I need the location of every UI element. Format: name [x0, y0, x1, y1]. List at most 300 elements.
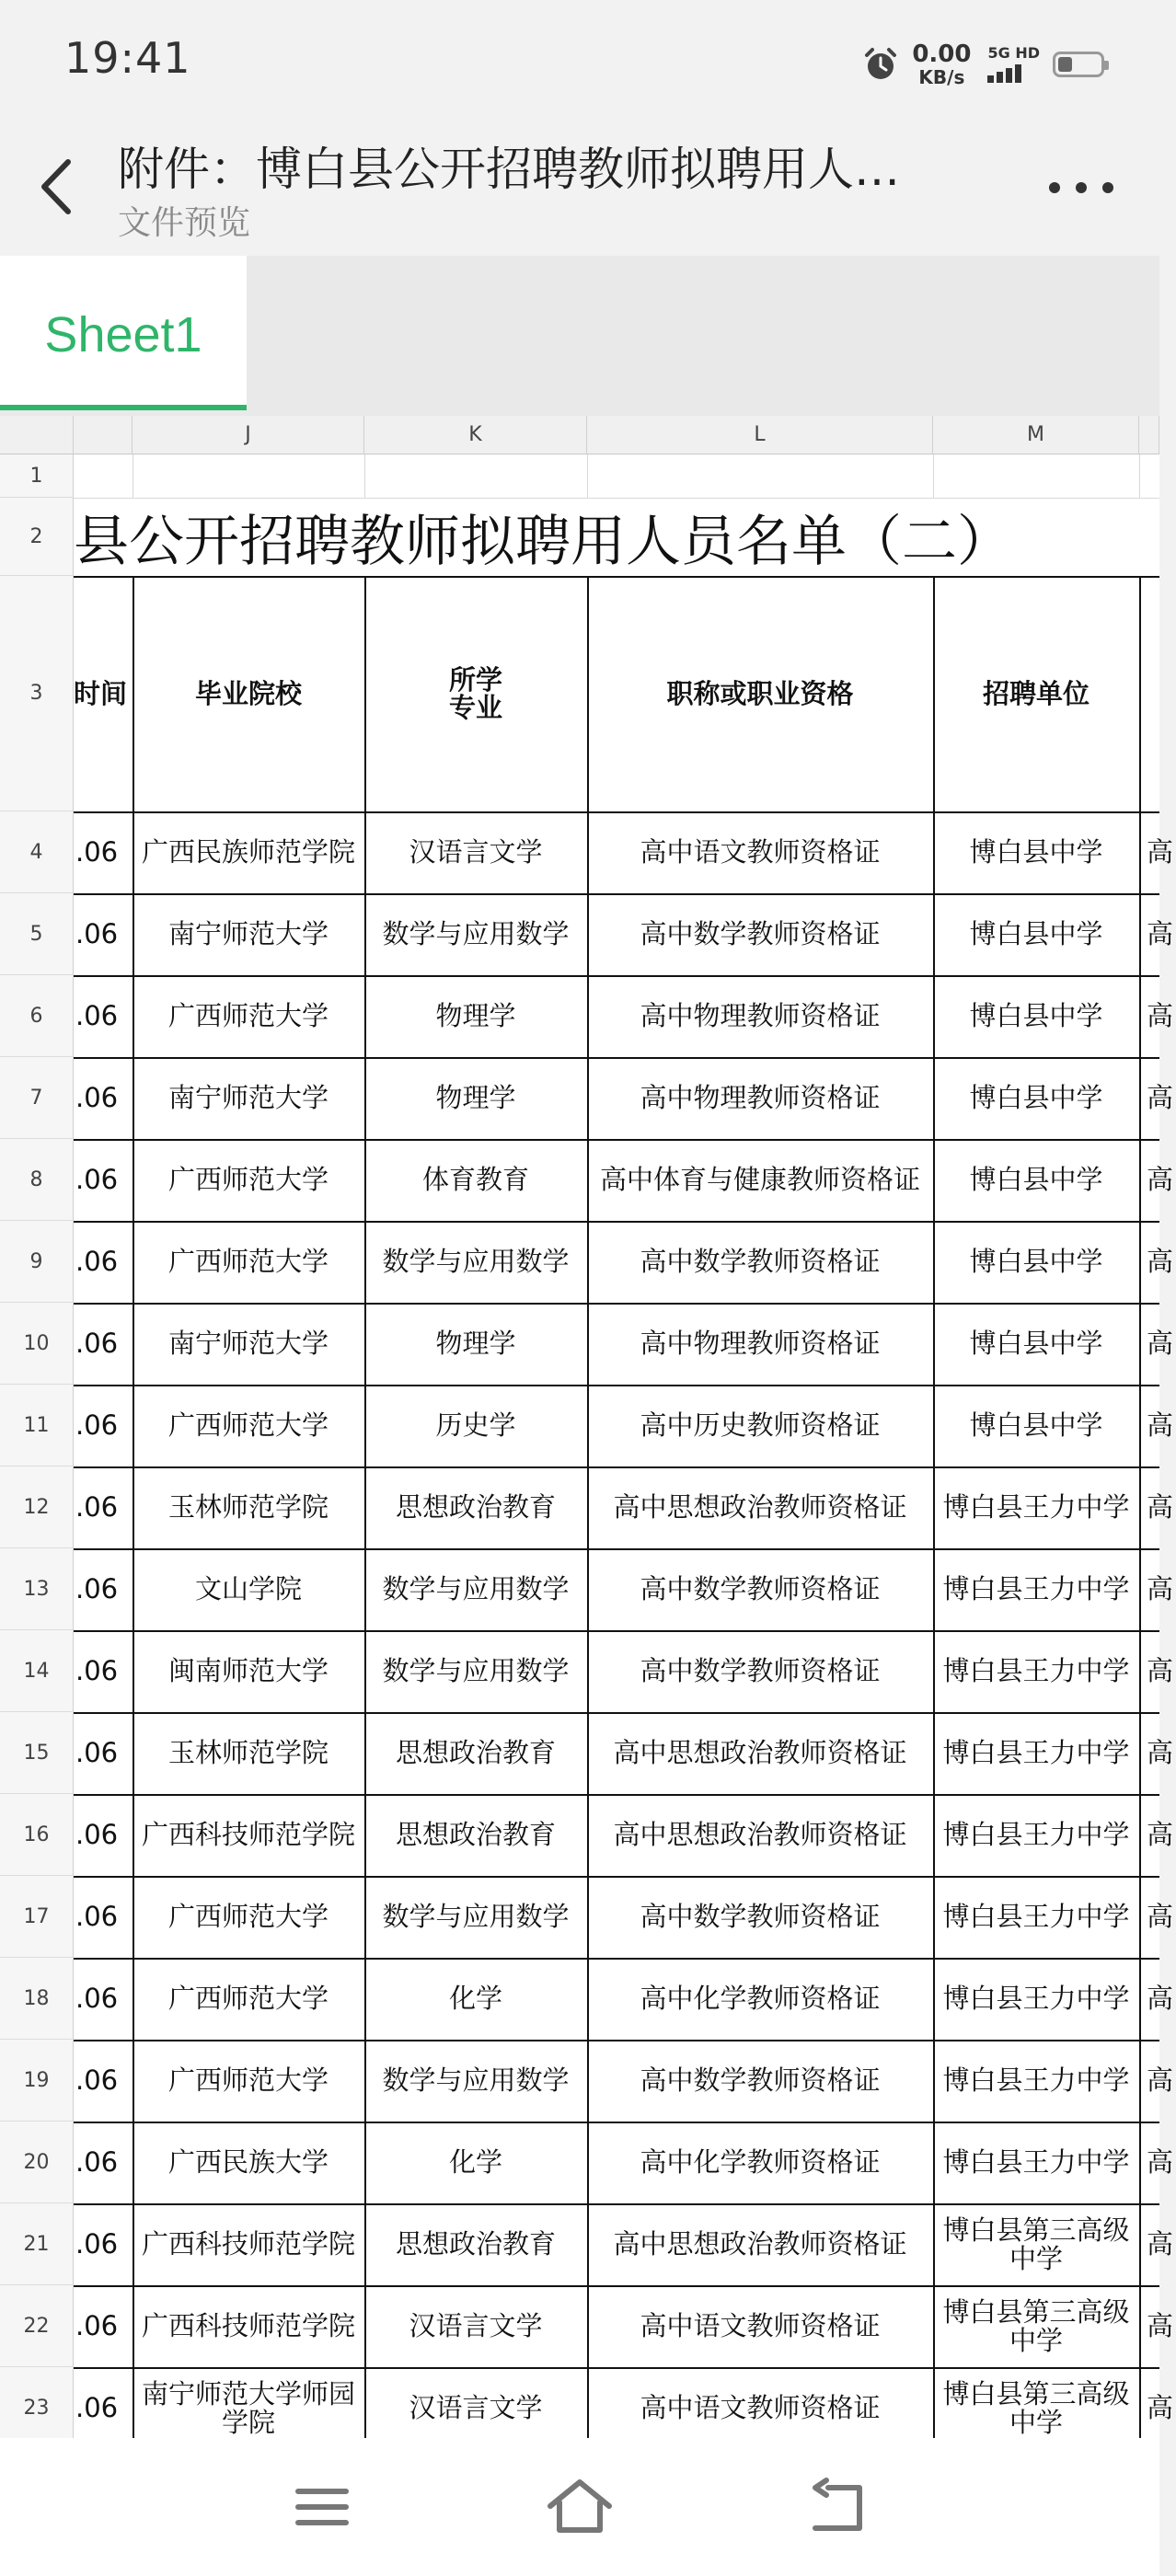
- table-cell-clipped[interactable]: [1139, 1958, 1176, 2040]
- cell-text: 汉语言文学: [409, 836, 543, 868]
- row-header[interactable]: 16: [0, 1794, 74, 1876]
- cell-text: 博白县第三高级中学: [942, 2378, 1130, 2438]
- cell-text: 高: [1147, 1409, 1174, 1442]
- column-header[interactable]: K: [364, 416, 587, 454]
- cell-text: 广西科技师范学院: [141, 2228, 355, 2260]
- sheet-title: [74, 498, 1159, 576]
- table-cell[interactable]: [933, 1221, 1139, 1303]
- table-cell[interactable]: [933, 1548, 1139, 1630]
- cell-text: 南宁师范大学: [167, 1328, 329, 1360]
- table-cell[interactable]: [364, 1303, 587, 1385]
- cell-text: 博白县中学: [969, 918, 1103, 950]
- document-title: 附件：博白县公开招聘教师拟聘用人…: [118, 143, 900, 196]
- table-cell[interactable]: [364, 893, 587, 975]
- alarm-icon: [862, 46, 899, 83]
- table-cell[interactable]: [133, 1712, 364, 1794]
- cell-text: .06: [75, 1901, 119, 1933]
- row-header[interactable]: 12: [0, 1466, 74, 1548]
- cell-text: 博白县王力中学: [942, 1573, 1130, 1605]
- battery-icon: [1053, 52, 1104, 77]
- table-cell[interactable]: [933, 1794, 1139, 1876]
- table-cell[interactable]: [364, 2040, 587, 2122]
- cell-text: .06: [75, 2228, 119, 2260]
- row-header[interactable]: 23: [0, 2367, 74, 2449]
- cell-text: 高: [1147, 2310, 1174, 2342]
- cell-text: .06: [75, 1737, 119, 1769]
- sheet-title-text: 县公开招聘教师拟聘用人员名单（二）: [74, 509, 1012, 574]
- table-cell[interactable]: [364, 2203, 587, 2285]
- cell-text: 历史学: [435, 1409, 516, 1442]
- column-header[interactable]: [1139, 416, 1159, 454]
- table-cell-clipped[interactable]: [1139, 2122, 1176, 2203]
- cell-text: 高: [1147, 1082, 1174, 1114]
- column-title-text: 时间: [74, 677, 128, 709]
- table-cell[interactable]: [74, 1057, 133, 1139]
- cell-text: 博白县中学: [969, 1082, 1103, 1114]
- cell-text: 博白县王力中学: [942, 1737, 1130, 1769]
- table-cell-clipped[interactable]: [1139, 1548, 1176, 1630]
- cell-text: 博白县中学: [969, 1164, 1103, 1196]
- cell-text: 汉语言文学: [409, 2392, 543, 2424]
- table-cell[interactable]: [587, 1221, 933, 1303]
- table-cell[interactable]: [133, 893, 364, 975]
- cell-text: 高中化学教师资格证: [640, 1983, 881, 2015]
- table-cell[interactable]: [364, 1958, 587, 2040]
- table-cell[interactable]: [133, 1385, 364, 1466]
- cell-text: 高中数学教师资格证: [640, 1901, 881, 1933]
- cell-text: 思想政治教育: [395, 2228, 556, 2260]
- cell-text: 高中物理教师资格证: [640, 1000, 881, 1032]
- table-cell[interactable]: [133, 975, 364, 1057]
- cell-text: 物理学: [435, 1000, 516, 1032]
- cell-text: .06: [75, 1082, 119, 1114]
- cell-text: 博白县中学: [969, 836, 1103, 868]
- sheet-tabs: [0, 256, 1159, 416]
- column-title-cell[interactable]: [933, 576, 1139, 811]
- network-speed: [912, 42, 971, 86]
- cell-text: .06: [75, 2064, 119, 2097]
- table-cell-clipped[interactable]: [1139, 1139, 1176, 1221]
- table-cell[interactable]: [587, 2285, 933, 2367]
- table-cell[interactable]: [133, 1630, 364, 1712]
- row-header[interactable]: 3: [0, 576, 74, 811]
- table-cell[interactable]: [933, 1712, 1139, 1794]
- table-cell[interactable]: [587, 1712, 933, 1794]
- table-cell[interactable]: [133, 1057, 364, 1139]
- table-cell[interactable]: [364, 1139, 587, 1221]
- table-cell[interactable]: [364, 1712, 587, 1794]
- gridline: [587, 454, 588, 498]
- cell-text: .06: [75, 2310, 119, 2342]
- table-cell[interactable]: [133, 1876, 364, 1958]
- cell-text: 数学与应用数学: [382, 1246, 570, 1278]
- cell-text: 高: [1147, 2228, 1174, 2260]
- table-cell[interactable]: [364, 1630, 587, 1712]
- cell-text: 数学与应用数学: [382, 918, 570, 950]
- cell-text: 高中数学教师资格证: [640, 1655, 881, 1687]
- cell-text: 高: [1147, 1164, 1174, 1196]
- cell-text: 化学: [448, 2146, 502, 2179]
- table-cell-clipped[interactable]: [1139, 1876, 1176, 1958]
- column-header[interactable]: M: [933, 416, 1139, 454]
- table-cell[interactable]: [364, 1548, 587, 1630]
- cell-text: 高中历史教师资格证: [640, 1409, 881, 1442]
- cell-text: 高中思想政治教师资格证: [613, 1819, 907, 1851]
- table-cell[interactable]: [133, 2203, 364, 2285]
- table-cell[interactable]: [587, 1794, 933, 1876]
- table-cell[interactable]: [364, 2285, 587, 2367]
- table-cell[interactable]: [587, 2203, 933, 2285]
- cell-text: .06: [75, 1819, 119, 1851]
- status-bar: [0, 0, 1159, 120]
- table-cell[interactable]: [587, 1139, 933, 1221]
- cell-text: 广西师范大学: [167, 1983, 329, 2015]
- row-header[interactable]: 14: [0, 1630, 74, 1712]
- cell-text: 广西师范大学: [167, 1246, 329, 1278]
- table-cell[interactable]: [587, 1385, 933, 1466]
- table-cell-clipped[interactable]: [1139, 1630, 1176, 1712]
- chevron-left-icon: [44, 162, 68, 212]
- row-header[interactable]: 2: [0, 498, 74, 576]
- status-time: 19:41: [64, 33, 191, 83]
- cell-text: 广西科技师范学院: [141, 2310, 355, 2342]
- table-cell[interactable]: [933, 2203, 1139, 2285]
- back-button[interactable]: [33, 155, 79, 219]
- row-header[interactable]: 7: [0, 1057, 74, 1139]
- table-cell-clipped[interactable]: [1139, 1712, 1176, 1794]
- navigation-bar: [0, 2438, 1159, 2576]
- table-cell[interactable]: [133, 2040, 364, 2122]
- column-title-text: 所学 专业: [448, 663, 502, 723]
- table-cell[interactable]: [133, 1548, 364, 1630]
- more-options-button[interactable]: [1049, 169, 1113, 206]
- row-header[interactable]: 19: [0, 2040, 74, 2122]
- cell-text: 广西民族师范学院: [141, 836, 355, 868]
- cell-text: .06: [75, 1328, 119, 1360]
- cell-text: 广西师范大学: [167, 1901, 329, 1933]
- table-cell-clipped[interactable]: [1139, 1221, 1176, 1303]
- table-cell[interactable]: [933, 1385, 1139, 1466]
- table-cell[interactable]: [587, 1958, 933, 2040]
- table-cell[interactable]: [74, 1139, 133, 1221]
- table-cell[interactable]: [364, 1876, 587, 1958]
- cell-text: 高: [1147, 2146, 1174, 2179]
- cell-text: 思想政治教育: [395, 1491, 556, 1524]
- table-cell[interactable]: [587, 1548, 933, 1630]
- row-header[interactable]: 22: [0, 2285, 74, 2367]
- table-cell[interactable]: [74, 1303, 133, 1385]
- cell-text: .06: [75, 1983, 119, 2015]
- table-cell[interactable]: [74, 1221, 133, 1303]
- cell-text: 玉林师范学院: [167, 1491, 329, 1524]
- table-cell[interactable]: [933, 2122, 1139, 2203]
- cell-text: 广西师范大学: [167, 1409, 329, 1442]
- document-subtitle: 文件预览: [118, 204, 251, 242]
- table-cell[interactable]: [933, 1630, 1139, 1712]
- cell-text: .06: [75, 836, 119, 868]
- cell-text: 高: [1147, 1246, 1174, 1278]
- cell-text: 高中化学教师资格证: [640, 2146, 881, 2179]
- table-cell-clipped[interactable]: [1139, 2203, 1176, 2285]
- gridline: [933, 454, 934, 498]
- table-cell[interactable]: [74, 811, 133, 893]
- cell-text: 广西科技师范学院: [141, 1819, 355, 1851]
- table-cell[interactable]: [587, 1876, 933, 1958]
- cell-text: 高中数学教师资格证: [640, 1573, 881, 1605]
- table-cell[interactable]: [74, 975, 133, 1057]
- signal-icon: [987, 46, 1040, 83]
- column-title-cell[interactable]: [74, 576, 133, 811]
- table-cell[interactable]: [587, 893, 933, 975]
- select-all-corner[interactable]: [0, 416, 74, 454]
- table-cell-clipped[interactable]: [1139, 1466, 1176, 1548]
- tab-label: Sheet1: [44, 307, 202, 362]
- cell-text: 高: [1147, 836, 1174, 868]
- cell-text: 高中思想政治教师资格证: [613, 1491, 907, 1524]
- cell-text: 高: [1147, 2392, 1174, 2424]
- table-cell[interactable]: [74, 1548, 133, 1630]
- column-title-text: 职称或职业资格: [666, 677, 854, 709]
- table-cell[interactable]: [74, 1712, 133, 1794]
- table-cell[interactable]: [74, 2122, 133, 2203]
- cell-text: 南宁师范大学师园学院: [141, 2378, 355, 2438]
- cell-text: .06: [75, 2146, 119, 2179]
- cell-text: 高中物理教师资格证: [640, 1082, 881, 1114]
- cell-text: 南宁师范大学: [167, 918, 329, 950]
- table-cell-clipped[interactable]: [1139, 975, 1176, 1057]
- table-cell[interactable]: [74, 1466, 133, 1548]
- row-header[interactable]: 21: [0, 2203, 74, 2285]
- table-cell-clipped[interactable]: [1139, 2367, 1176, 2449]
- cell-text: 博白县王力中学: [942, 1655, 1130, 1687]
- table-cell[interactable]: [933, 1057, 1139, 1139]
- table-cell[interactable]: [74, 1794, 133, 1876]
- table-cell[interactable]: [364, 1466, 587, 1548]
- cell-text: 博白县中学: [969, 1409, 1103, 1442]
- table-cell[interactable]: [933, 1876, 1139, 1958]
- cell-text: .06: [75, 918, 119, 950]
- table-cell[interactable]: [587, 811, 933, 893]
- table-cell[interactable]: [364, 1385, 587, 1466]
- cell-text: .06: [75, 1409, 119, 1442]
- table-cell[interactable]: [933, 811, 1139, 893]
- table-cell[interactable]: [133, 1221, 364, 1303]
- table-cell[interactable]: [364, 2367, 587, 2449]
- table-cell[interactable]: [74, 1385, 133, 1466]
- table-cell[interactable]: [587, 2367, 933, 2449]
- table-cell[interactable]: [933, 975, 1139, 1057]
- cell-text: 博白县王力中学: [942, 1983, 1130, 2015]
- cell-text: 高中语文教师资格证: [640, 2310, 881, 2342]
- table-cell[interactable]: [587, 975, 933, 1057]
- table-cell[interactable]: [933, 1303, 1139, 1385]
- cell-text: 博白县第三高级中学: [942, 2296, 1130, 2356]
- cell-text: 高: [1147, 1000, 1174, 1032]
- table-cell[interactable]: [133, 1958, 364, 2040]
- network-speed-unit: KB/s: [918, 66, 965, 88]
- table-cell[interactable]: [933, 2285, 1139, 2367]
- cell-text: 高中数学教师资格证: [640, 918, 881, 950]
- table-cell[interactable]: [74, 2285, 133, 2367]
- gridline: [1139, 454, 1140, 498]
- table-cell[interactable]: [133, 2285, 364, 2367]
- table-cell[interactable]: [587, 2122, 933, 2203]
- table-cell[interactable]: [933, 893, 1139, 975]
- cell-text: 广西民族大学: [167, 2146, 329, 2179]
- row-header[interactable]: 4: [0, 811, 74, 893]
- table-cell[interactable]: [364, 1221, 587, 1303]
- table-cell-clipped[interactable]: [1139, 1794, 1176, 1876]
- cell-text: 高中语文教师资格证: [640, 2392, 881, 2424]
- row-header[interactable]: 5: [0, 893, 74, 975]
- table-cell-clipped[interactable]: [1139, 2285, 1176, 2367]
- row-header[interactable]: 1: [0, 454, 74, 498]
- cell-text: .06: [75, 1000, 119, 1032]
- cell-text: .06: [75, 1246, 119, 1278]
- table-cell[interactable]: [74, 1958, 133, 2040]
- cell-text: 文山学院: [194, 1573, 302, 1605]
- row-header[interactable]: 15: [0, 1712, 74, 1794]
- table-cell-clipped[interactable]: [1139, 2040, 1176, 2122]
- table-cell-clipped[interactable]: [1139, 1303, 1176, 1385]
- spreadsheet-view[interactable]: [0, 416, 1174, 2438]
- column-header[interactable]: L: [587, 416, 933, 454]
- home-icon[interactable]: [543, 2475, 617, 2539]
- cell-text: 化学: [448, 1983, 502, 2015]
- table-cell[interactable]: [74, 2203, 133, 2285]
- cell-text: 高中思想政治教师资格证: [613, 1737, 907, 1769]
- battery-level: [1058, 57, 1072, 72]
- cell-text: .06: [75, 1573, 119, 1605]
- cell-text: 高: [1147, 1983, 1174, 2015]
- row-header[interactable]: 9: [0, 1221, 74, 1303]
- cell-text: 高: [1147, 918, 1174, 950]
- cell-text: 高中数学教师资格证: [640, 2064, 881, 2097]
- table-cell[interactable]: [133, 1303, 364, 1385]
- cell-text: 高: [1147, 2064, 1174, 2097]
- table-cell[interactable]: [364, 975, 587, 1057]
- cell-text: .06: [75, 1491, 119, 1524]
- table-cell[interactable]: [133, 1794, 364, 1876]
- table-cell[interactable]: [933, 1466, 1139, 1548]
- cell-text: 广西师范大学: [167, 1164, 329, 1196]
- column-header[interactable]: [74, 416, 133, 454]
- column-title-text: 毕业院校: [194, 677, 302, 709]
- table-cell-clipped[interactable]: [1139, 811, 1176, 893]
- cell-text: 物理学: [435, 1328, 516, 1360]
- title-bar: [0, 120, 1159, 256]
- cell-text: 思想政治教育: [395, 1819, 556, 1851]
- row-header[interactable]: 8: [0, 1139, 74, 1221]
- table-cell[interactable]: [587, 1057, 933, 1139]
- table-cell[interactable]: [74, 2367, 133, 2449]
- cell-text: 博白县中学: [969, 1000, 1103, 1032]
- cell-text: 物理学: [435, 1082, 516, 1114]
- table-cell[interactable]: [364, 1794, 587, 1876]
- table-cell[interactable]: [74, 1876, 133, 1958]
- table-cell[interactable]: [364, 2122, 587, 2203]
- cell-text: 高中物理教师资格证: [640, 1328, 881, 1360]
- cell-text: 广西师范大学: [167, 2064, 329, 2097]
- table-cell[interactable]: [587, 1303, 933, 1385]
- row-header[interactable]: 10: [0, 1303, 74, 1385]
- column-title-cell[interactable]: [133, 576, 364, 811]
- cell-text: 高中数学教师资格证: [640, 1246, 881, 1278]
- table-cell[interactable]: [74, 2040, 133, 2122]
- cell-text: 博白县中学: [969, 1328, 1103, 1360]
- table-cell[interactable]: [587, 1630, 933, 1712]
- network-speed-value: 0.00: [912, 40, 972, 68]
- cell-text: 玉林师范学院: [167, 1737, 329, 1769]
- cell-text: 博白县中学: [969, 1246, 1103, 1278]
- cell-text: 高中体育与健康教师资格证: [599, 1164, 920, 1196]
- table-cell[interactable]: [933, 1139, 1139, 1221]
- table-cell[interactable]: [133, 1466, 364, 1548]
- column-title-text: 招聘单位: [982, 677, 1090, 709]
- table-cell[interactable]: [133, 2367, 364, 2449]
- table-cell[interactable]: [74, 893, 133, 975]
- cell-text: 广西师范大学: [167, 1000, 329, 1032]
- table-cell[interactable]: [133, 2122, 364, 2203]
- signal-label: 5G HD: [987, 44, 1040, 62]
- table-cell-clipped[interactable]: [1139, 893, 1176, 975]
- cell-text: 高: [1147, 1737, 1174, 1769]
- table-cell[interactable]: [933, 2040, 1139, 2122]
- cell-text: 高: [1147, 1491, 1174, 1524]
- gridline: [364, 454, 365, 498]
- row-header[interactable]: 20: [0, 2122, 74, 2203]
- row-header[interactable]: 17: [0, 1876, 74, 1958]
- cell-text: 博白县王力中学: [942, 2146, 1130, 2179]
- table-cell[interactable]: [587, 2040, 933, 2122]
- menu-icon[interactable]: [285, 2475, 359, 2539]
- row-header[interactable]: 6: [0, 975, 74, 1057]
- cell-text: .06: [75, 1655, 119, 1687]
- table-cell[interactable]: [74, 1630, 133, 1712]
- column-header[interactable]: J: [133, 416, 364, 454]
- back-icon[interactable]: [801, 2475, 874, 2539]
- table-cell[interactable]: [133, 1139, 364, 1221]
- column-title-cell[interactable]: [364, 576, 587, 811]
- table-cell[interactable]: [364, 1057, 587, 1139]
- cell-text: 数学与应用数学: [382, 2064, 570, 2097]
- tab-sheet1[interactable]: [0, 256, 247, 410]
- table-cell-clipped[interactable]: [1139, 1385, 1176, 1466]
- more-dots-icon: [1049, 182, 1060, 193]
- table-cell[interactable]: [133, 811, 364, 893]
- cell-text: 汉语言文学: [409, 2310, 543, 2342]
- column-title-cell[interactable]: [587, 576, 933, 811]
- cell-text: 博白县第三高级中学: [942, 2214, 1130, 2274]
- table-cell[interactable]: [933, 1958, 1139, 2040]
- row-header[interactable]: 18: [0, 1958, 74, 2040]
- cell-text: 数学与应用数学: [382, 1655, 570, 1687]
- row-header[interactable]: 13: [0, 1548, 74, 1630]
- row-header[interactable]: 11: [0, 1385, 74, 1466]
- table-cell-clipped[interactable]: [1139, 1057, 1176, 1139]
- table-cell[interactable]: [933, 2367, 1139, 2449]
- cell-text: 博白县王力中学: [942, 2064, 1130, 2097]
- cell-text: .06: [75, 1164, 119, 1196]
- table-cell[interactable]: [587, 1466, 933, 1548]
- cell-text: 高: [1147, 1819, 1174, 1851]
- cell-text: 数学与应用数学: [382, 1573, 570, 1605]
- table-cell[interactable]: [364, 811, 587, 893]
- cell-text: 高: [1147, 1573, 1174, 1605]
- cell-text: 体育教育: [421, 1164, 529, 1196]
- cell-text: 闽南师范大学: [167, 1655, 329, 1687]
- cell-text: 高中思想政治教师资格证: [613, 2228, 907, 2260]
